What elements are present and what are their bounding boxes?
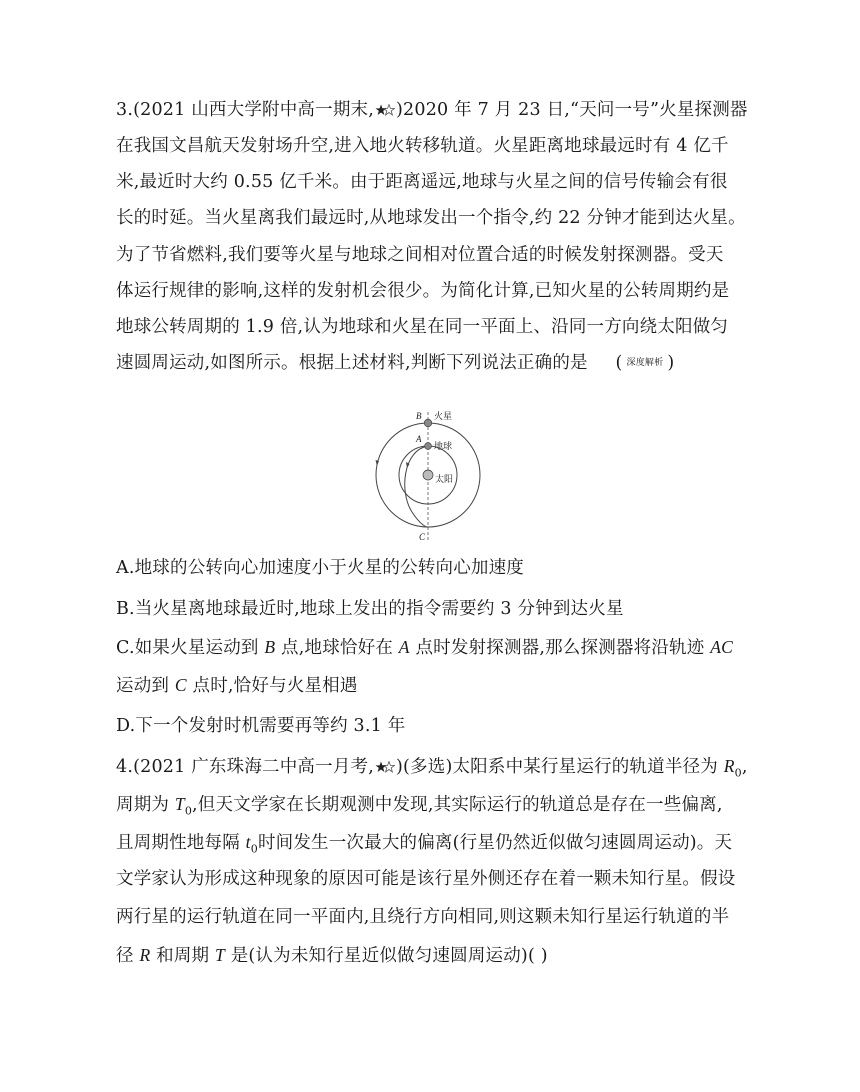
- q3-source: 3.(2021 山西大学附中高一期末,: [116, 100, 374, 120]
- earth-planet: [425, 443, 432, 450]
- period-t0-subscript: 0: [184, 804, 193, 818]
- option-c-text-2: 点,地球恰好在: [275, 638, 399, 658]
- q4-text-2: ,但天文学家在长期观测中发现,其实际运行的轨道总是存在一些偏离,: [192, 795, 723, 815]
- q4-comma: ,: [741, 757, 748, 777]
- orbit-diagram: [372, 406, 492, 546]
- radius-r: R: [139, 945, 151, 965]
- option-c-text-3: 点时发射探测器,那么探测器将沿轨迹: [409, 638, 711, 658]
- q3-line-1: [116, 98, 748, 124]
- option-d: D.下一个发射时机需要再等约 3.1 年: [116, 716, 406, 736]
- point-c-italic: C: [174, 675, 187, 695]
- q4-source: 4.(2021 广东珠海二中高一月考,: [116, 757, 374, 777]
- label-earth: 地球: [434, 441, 453, 451]
- q4-line-6: [116, 943, 548, 968]
- q3-line-2: 在我国文昌航天发射场升空,进入地火转移轨道。火星距离地球最远时有 4 亿千: [116, 136, 729, 156]
- q3-line-7: 地球公转周期的 1.9 倍,认为地球和火星在同一平面上、沿同一方向绕太阳做匀: [116, 317, 729, 337]
- time-t0: t: [245, 832, 251, 852]
- option-c-line-2: [116, 673, 358, 698]
- difficulty-star-icon: [375, 100, 395, 124]
- q4-line-4: 文学家认为形成这种现象的原因可能是该行星外侧还存在着一颗未知行星。假设: [116, 869, 736, 889]
- q4-text-3b: 时间发生一次最大的偏离(行星仍然近似做匀速圆周运动)。天: [257, 833, 733, 853]
- transfer-orbit: [405, 446, 428, 527]
- q4-text-6c: 是(认为未知行星近似做匀速圆周运动)( ): [224, 946, 548, 966]
- label-A: A: [416, 434, 422, 444]
- option-c-line-1: [116, 635, 733, 660]
- q3-line-4: 长的时延。当火星离我们最远时,从地球发出一个指令,约 22 分钟才能到达火星。: [116, 208, 746, 228]
- q3-question: 速圆周运动,如图所示。根据上述材料,判断下列说法正确的是: [116, 353, 588, 373]
- point-b-italic: B: [264, 637, 276, 657]
- label-B: B: [416, 411, 422, 421]
- option-b: B.当火星离地球最近时,地球上发出的指令需要约 3 分钟到达火星: [116, 599, 624, 619]
- radius-r0-subscript: 0: [734, 766, 742, 780]
- period-t: T: [215, 945, 225, 965]
- q3-stem-start: )2020 年 7 月 23 日,“天问一号”火星探测器: [396, 100, 748, 120]
- q4-text-6b: 和周期: [150, 946, 215, 966]
- option-a: A.地球的公转向心加速度小于火星的公转向心加速度: [116, 558, 524, 578]
- q4-text-3a: 且周期性地每隔: [116, 833, 246, 853]
- q3-line-6: 体运行规律的影响,这样的发射机会很少。为简化计算,已知火星的公转周期约是: [116, 281, 730, 301]
- label-C: C: [419, 532, 426, 542]
- time-t0-subscript: 0: [250, 842, 258, 856]
- deep-analysis-tag: 深度解析: [626, 358, 664, 368]
- q3-line-3: 米,最近时大约 0.55 亿千米。由于距离遥远,地球与火星之间的信号传输会有很: [116, 172, 728, 192]
- track-ac-italic: AC: [710, 637, 733, 657]
- q4-stem-start: )(多选)太阳系中某行星运行的轨道半径为: [396, 757, 724, 777]
- option-c-text-1: C.如果火星运动到: [116, 638, 265, 658]
- mars-planet: [424, 419, 432, 427]
- label-mars: 火星: [434, 411, 453, 421]
- q4-line-1: [116, 754, 748, 786]
- period-t0: T: [174, 794, 185, 814]
- option-c-text-4: 运动到: [116, 676, 175, 696]
- q3-line-8: [116, 351, 674, 375]
- radius-r0: R: [723, 756, 735, 776]
- q4-line-3: [116, 830, 732, 862]
- answer-paren-close: ): [667, 353, 675, 373]
- q4-text-6a: 径: [116, 946, 140, 966]
- q4-line-5: 两行星的运行轨道在同一平面内,且绕行方向相同,则这颗未知行星运行轨道的半: [116, 907, 730, 927]
- point-a-italic: A: [398, 637, 410, 657]
- answer-paren-open: (: [615, 353, 623, 373]
- difficulty-star-icon: [375, 757, 395, 781]
- mars-direction-arrow-icon: [376, 460, 380, 466]
- option-c-text-5: 点时,恰好与火星相遇: [186, 676, 358, 696]
- q3-line-5: 为了节省燃料,我们要等火星与地球之间相对位置合适的时候发射探测器。受天: [116, 245, 724, 265]
- q4-text-period: 周期为: [116, 795, 175, 815]
- sun: [423, 470, 433, 480]
- q4-line-2: [116, 792, 723, 824]
- label-sun: 太阳: [435, 474, 454, 484]
